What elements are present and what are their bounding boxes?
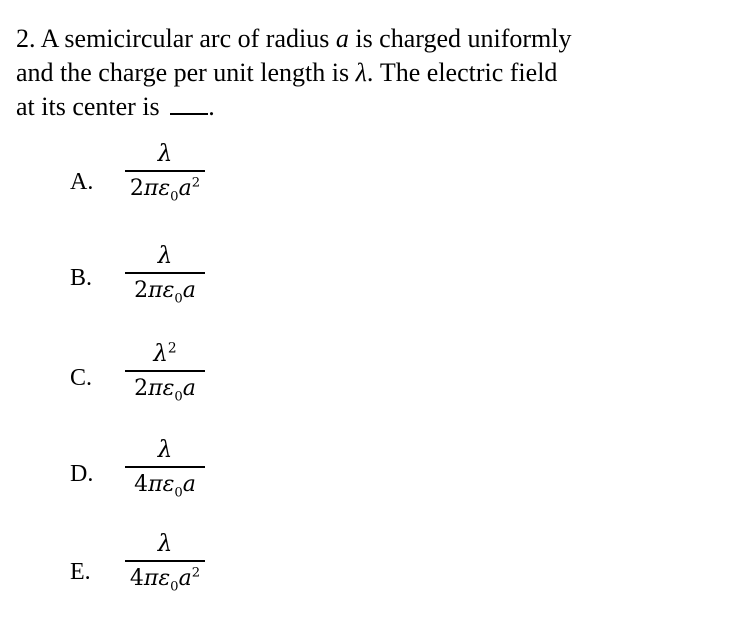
denominator-coefficient: 4: [134, 472, 149, 497]
option-fraction: [125, 140, 205, 203]
fraction-denominator: [125, 565, 205, 593]
fraction-numerator: [125, 530, 205, 558]
fraction-bar: [125, 170, 205, 172]
answer-blank: [170, 95, 208, 115]
option-fraction: [125, 436, 205, 499]
option-a[interactable]: [0, 140, 400, 220]
question-line-1: [16, 22, 716, 56]
denominator-pi-epsilon: πε: [148, 278, 175, 303]
question-line-3-text: at its center is: [16, 92, 167, 121]
numerator-symbol: λ: [157, 243, 173, 269]
option-fraction: [125, 242, 205, 305]
question-text: [16, 22, 716, 124]
option-letter: D.: [70, 461, 94, 487]
option-b[interactable]: [0, 242, 400, 322]
question-line-2: [16, 56, 716, 90]
option-letter: B.: [70, 265, 93, 291]
epsilon-subscript: 0: [174, 291, 183, 307]
epsilon-subscript: 0: [170, 579, 179, 595]
numerator-symbol: λ: [157, 141, 173, 167]
fraction-bar: [125, 370, 205, 372]
radius-variable: a: [335, 24, 349, 53]
option-d[interactable]: [0, 436, 400, 516]
fraction-bar: [125, 560, 205, 562]
denominator-coefficient: 4: [129, 566, 144, 591]
option-e[interactable]: [0, 530, 400, 610]
fraction-denominator: [125, 175, 205, 203]
fraction-numerator: [125, 436, 205, 464]
denominator-variable: a: [182, 278, 196, 303]
question-line-1-prefix: 2. A semicircular arc of radius: [16, 24, 336, 53]
denominator-coefficient: 2: [134, 278, 149, 303]
epsilon-subscript: 0: [170, 189, 179, 205]
denominator-pi-epsilon: πε: [148, 376, 175, 401]
numerator-exponent: 2: [167, 340, 177, 357]
epsilon-subscript: 0: [174, 389, 183, 405]
lambda-variable: λ: [355, 58, 367, 87]
denominator-coefficient: 2: [129, 176, 144, 201]
denominator-pi-epsilon: πε: [143, 566, 171, 591]
question-line-2-suffix: . The electric field: [366, 58, 558, 87]
fraction-denominator: [125, 471, 205, 499]
denominator-variable: a: [178, 176, 192, 201]
fraction-bar: [125, 272, 205, 274]
option-fraction: [125, 530, 205, 593]
numerator-symbol: λ: [157, 531, 173, 557]
question-line-1-suffix: is charged uniformly: [348, 24, 572, 53]
numerator-symbol: λ: [157, 437, 173, 463]
fraction-numerator: [125, 340, 205, 368]
option-letter: E.: [70, 559, 91, 585]
denominator-variable: a: [182, 376, 196, 401]
question-line-3-end: .: [208, 92, 215, 121]
denominator-exponent: 2: [191, 565, 201, 581]
denominator-pi-epsilon: πε: [143, 176, 171, 201]
option-c[interactable]: [0, 340, 400, 420]
epsilon-subscript: 0: [174, 485, 183, 501]
fraction-numerator: [125, 242, 205, 270]
fraction-denominator: [125, 277, 205, 305]
option-fraction: [125, 340, 205, 403]
fraction-bar: [125, 466, 205, 468]
denominator-coefficient: 2: [134, 376, 149, 401]
denominator-variable: a: [182, 472, 196, 497]
option-letter: C.: [70, 365, 93, 391]
question-line-3: [16, 90, 716, 124]
denominator-pi-epsilon: πε: [148, 472, 175, 497]
numerator-symbol: λ: [153, 341, 168, 367]
fraction-numerator: [125, 140, 205, 168]
option-letter: A.: [70, 169, 94, 195]
fraction-denominator: [125, 375, 205, 403]
question-line-2-prefix: and the charge per unit length is: [16, 58, 356, 87]
denominator-variable: a: [178, 566, 192, 591]
denominator-exponent: 2: [191, 175, 201, 191]
